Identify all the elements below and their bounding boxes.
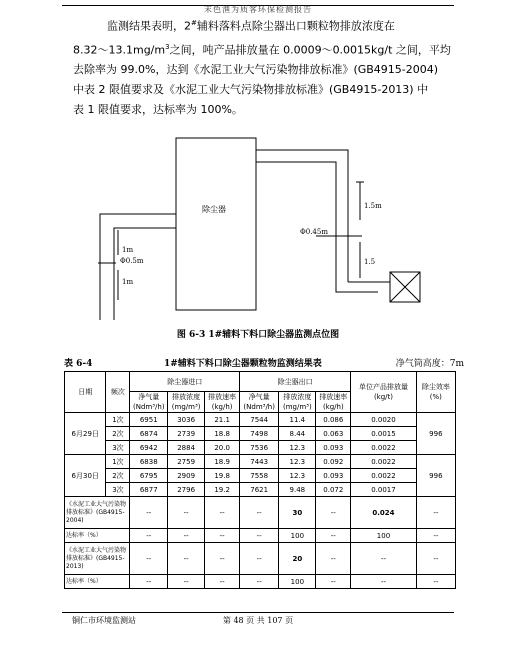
pass-dash: -- — [351, 575, 416, 589]
table-row — [65, 483, 456, 497]
std-dash: -- — [205, 543, 240, 575]
cell-unit: 0.0017 — [351, 483, 416, 497]
cell-unit: 0.0022 — [351, 441, 416, 455]
cell-in-flow: 6942 — [130, 441, 168, 455]
para-line-1-rest: 辅料落料点除尘器出口颗粒物排放浓度在 — [196, 19, 395, 33]
cell-removal: 996 — [416, 413, 455, 455]
cell-removal: 996 — [416, 455, 455, 497]
std-dash: -- — [130, 543, 168, 575]
std-dash: -- — [130, 497, 168, 529]
table-title: 1#辅料下料口除尘器颗粒物监测结果表 — [164, 359, 322, 369]
pass-rate-row-1 — [65, 529, 456, 543]
pass-dash: -- — [240, 575, 279, 589]
cell-in-conc: 3036 — [168, 413, 205, 427]
table-row — [65, 427, 456, 441]
figure-caption: 图 6-3 1#辅料下料口除尘器监测点位图 — [176, 330, 340, 340]
dim-phi-05: Φ0.5m — [120, 257, 144, 265]
pass-dash: -- — [240, 529, 279, 543]
cell-in-flow: 6951 — [130, 413, 168, 427]
running-header: 末色渔为质客环保检测报告 — [204, 5, 312, 14]
cell-in-conc: 2739 — [168, 427, 205, 441]
inlet-duct-inner — [114, 228, 176, 320]
inlet-duct-outer — [100, 214, 176, 320]
page-footer — [62, 612, 454, 625]
dim-15: 1.5 — [364, 258, 376, 266]
dust-collector-box — [176, 138, 256, 310]
monitoring-point-diagram — [90, 130, 430, 320]
std-2004-conc: 30 — [279, 497, 316, 529]
cell-out-flow: 7498 — [240, 427, 279, 441]
standard-2013-row — [65, 543, 456, 575]
cell-out-rate: 0.092 — [316, 455, 351, 469]
standard-2004-row — [65, 497, 456, 529]
col-removal: 除尘效率(%) — [416, 372, 455, 413]
col-outlet: 除尘器出口 — [240, 372, 351, 392]
cell-out-conc: 11.4 — [279, 413, 316, 427]
pass-dash: -- — [168, 529, 205, 543]
para-line-1: 监测结果表明，2 — [107, 19, 191, 33]
col-date: 日期 — [65, 372, 106, 413]
col-in-flow: 净气量(Ndm³/h) — [130, 392, 168, 413]
cell-out-conc: 8.44 — [279, 427, 316, 441]
cell-date: 6月29日 — [65, 413, 106, 455]
para-line-5: 表 1 限值要求，达标率为 100%。 — [73, 103, 243, 117]
pass-2-conc: 100 — [279, 575, 316, 589]
cell-out-rate: 0.063 — [316, 427, 351, 441]
pass-1-unit: 100 — [351, 529, 416, 543]
results-paragraph — [73, 13, 458, 120]
cell-in-flow: 6838 — [130, 455, 168, 469]
cell-in-rate: 19.8 — [205, 469, 240, 483]
pass-dash: -- — [316, 529, 351, 543]
std-2013-label: 《水泥工业大气污染物排放标准》(GB4915-2013) — [65, 543, 130, 575]
page-number: 第 48 页 共 107 页 — [222, 616, 294, 625]
cell-freq: 2次 — [106, 427, 130, 441]
col-in-conc: 排放浓度(mg/m³) — [168, 392, 205, 413]
std-dash: -- — [240, 543, 279, 575]
cell-in-conc: 2759 — [168, 455, 205, 469]
pass-dash: -- — [316, 575, 351, 589]
para-sup-2: 3 — [165, 42, 170, 51]
cell-in-rate: 21.1 — [205, 413, 240, 427]
std-dash: -- — [316, 543, 351, 575]
cell-in-conc: 2884 — [168, 441, 205, 455]
header-rule — [62, 5, 454, 14]
cell-in-rate: 20.0 — [205, 441, 240, 455]
cell-in-flow: 6795 — [130, 469, 168, 483]
table-number: 表 6-4 — [64, 359, 93, 369]
std-dash: -- — [240, 497, 279, 529]
col-out-conc: 排放浓度(mg/m³) — [279, 392, 316, 413]
pass-1-label: 达标率（%） — [65, 529, 130, 543]
cell-in-rate: 18.9 — [205, 455, 240, 469]
pass-2-label: 达标率（%） — [65, 575, 130, 589]
cell-out-flow: 7621 — [240, 483, 279, 497]
pass-dash: -- — [168, 575, 205, 589]
cell-unit: 0.0015 — [351, 427, 416, 441]
results-table — [64, 371, 456, 589]
cell-in-conc: 2796 — [168, 483, 205, 497]
cell-out-flow: 7536 — [240, 441, 279, 455]
cell-date: 6月30日 — [65, 455, 106, 497]
std-dash: -- — [205, 497, 240, 529]
cell-in-conc: 2909 — [168, 469, 205, 483]
footer-org: 铜仁市环境监测站 — [72, 616, 136, 625]
cell-out-conc: 12.3 — [279, 441, 316, 455]
cell-unit: 0.0022 — [351, 469, 416, 483]
dim-1m-a: 1m — [122, 246, 134, 254]
std-2013-conc: 20 — [279, 543, 316, 575]
cell-unit: 0.0020 — [351, 413, 416, 427]
std-dash: -- — [351, 543, 416, 575]
para-line-4: 中表 2 限值要求及《水泥工业大气污染物排放标准》(GB4915-2013) 中 — [73, 83, 429, 97]
dim-phi-045: Φ0.45m — [300, 228, 328, 236]
dim-1m-b: 1m — [122, 278, 134, 286]
cell-out-rate: 0.093 — [316, 469, 351, 483]
std-2004-unit: 0.024 — [351, 497, 416, 529]
cell-freq: 1次 — [106, 455, 130, 469]
outlet-duct-outer — [256, 150, 348, 282]
cell-unit: 0.0022 — [351, 455, 416, 469]
cell-out-rate: 0.093 — [316, 441, 351, 455]
para-line-2-rest: 之间，吨产品排放量在 0.0009～0.0015kg/t 之间，平均 — [169, 43, 451, 57]
table-note: 净气筒高度：7m — [395, 359, 464, 369]
cell-out-rate: 0.072 — [316, 483, 351, 497]
dust-collector-label: 除尘器 — [202, 205, 226, 214]
cell-out-conc: 12.3 — [279, 455, 316, 469]
cell-out-conc: 9.48 — [279, 483, 316, 497]
col-out-flow: 净气量(Ndm³/h) — [240, 392, 279, 413]
pass-dash: -- — [130, 575, 168, 589]
std-dash: -- — [316, 497, 351, 529]
table-row — [65, 455, 456, 469]
cell-in-rate: 18.8 — [205, 427, 240, 441]
cell-out-conc: 12.3 — [279, 469, 316, 483]
col-in-rate: 排放速率(kg/h) — [205, 392, 240, 413]
para-line-3: 去除率为 99.0%，达到《水泥工业大气污染物排放标准》(GB4915-2004) — [73, 63, 439, 77]
cell-freq: 2次 — [106, 469, 130, 483]
table-row — [65, 469, 456, 483]
std-dash: -- — [416, 543, 455, 575]
table-row — [65, 441, 456, 455]
std-dash: -- — [168, 543, 205, 575]
std-dash: -- — [168, 497, 205, 529]
pass-1-conc: 100 — [279, 529, 316, 543]
para-sup-1: # — [191, 19, 197, 27]
cell-out-rate: 0.086 — [316, 413, 351, 427]
col-inlet: 除尘器进口 — [130, 372, 240, 392]
header-row-1 — [65, 372, 456, 392]
pass-dash: -- — [416, 575, 455, 589]
cell-out-flow: 7544 — [240, 413, 279, 427]
cell-in-flow: 6874 — [130, 427, 168, 441]
table-row — [65, 413, 456, 427]
pass-dash: -- — [205, 575, 240, 589]
col-out-rate: 排放速率(kg/h) — [316, 392, 351, 413]
std-dash: -- — [416, 497, 455, 529]
cell-out-flow: 7558 — [240, 469, 279, 483]
col-unit-emission: 单位产品排放量(kg/t) — [351, 372, 416, 413]
col-freq: 频次 — [106, 372, 130, 413]
dim-15m: 1.5m — [364, 202, 382, 210]
cell-in-rate: 19.2 — [205, 483, 240, 497]
pass-rate-row-2 — [65, 575, 456, 589]
pass-dash: -- — [416, 529, 455, 543]
pass-dash: -- — [130, 529, 168, 543]
cell-in-flow: 6877 — [130, 483, 168, 497]
para-line-2: 8.32～13.1mg/m — [73, 43, 166, 57]
cell-freq: 3次 — [106, 441, 130, 455]
cell-freq: 1次 — [106, 413, 130, 427]
std-2004-label: 《水泥工业大气污染物排放标准》(GB4915-2004) — [65, 497, 130, 529]
cell-out-flow: 7443 — [240, 455, 279, 469]
pass-dash: -- — [205, 529, 240, 543]
cell-freq: 3次 — [106, 483, 130, 497]
